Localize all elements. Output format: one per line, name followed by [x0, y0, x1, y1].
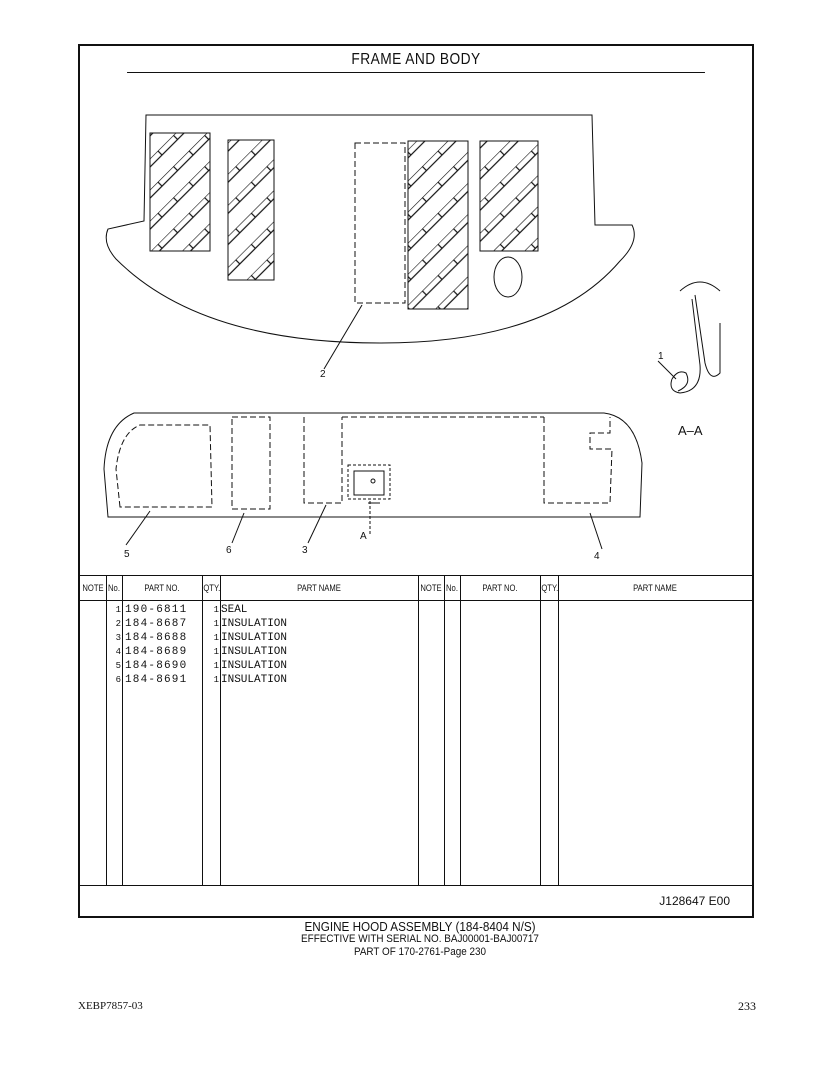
serial-effectivity: EFFECTIVE WITH SERIAL NO. BAJ00001-BAJ00717	[301, 933, 539, 945]
assembly-caption: ENGINE HOOD ASSEMBLY (184-8404 N/S)	[304, 919, 536, 934]
callout-1: 1	[658, 351, 664, 362]
part-name: INSULATION	[221, 646, 288, 658]
part-number: 184-8687	[125, 618, 188, 630]
callout-6: 6	[226, 545, 232, 556]
table-header	[80, 576, 752, 601]
callout-3: 3	[302, 545, 308, 556]
callout-2: 2	[320, 369, 326, 380]
part-number: 190-6811	[125, 604, 188, 616]
header-part-name-right: PART NAME	[633, 583, 677, 593]
part-number: 184-8688	[125, 632, 188, 644]
quantity: 1	[213, 619, 219, 629]
item-number: 4	[115, 647, 121, 657]
item-number: 2	[115, 619, 121, 629]
header-no: No.	[108, 583, 120, 593]
section-a-detail	[658, 282, 720, 393]
column-divider	[122, 576, 123, 886]
quantity: 1	[213, 661, 219, 671]
quantity: 1	[213, 675, 219, 685]
document-id: XEBP7857-03	[78, 1000, 143, 1012]
part-number: 184-8689	[125, 646, 188, 658]
exploded-parts-drawing	[80, 73, 752, 575]
item-number: 6	[115, 675, 121, 685]
item-number: 1	[115, 605, 121, 615]
item-number: 3	[115, 633, 121, 643]
header-part-no: PART NO.	[144, 583, 180, 593]
part-name: SEAL	[221, 604, 248, 616]
header-qty: QTY.	[203, 583, 221, 593]
quantity: 1	[213, 647, 219, 657]
part-number: 184-8690	[125, 660, 188, 672]
callout-4: 4	[594, 551, 600, 562]
part-name: INSULATION	[221, 674, 288, 686]
header-note: NOTE	[82, 583, 104, 593]
page-title: FRAME AND BODY	[127, 46, 705, 73]
column-divider	[540, 576, 541, 886]
part-name: INSULATION	[221, 618, 288, 630]
header-qty-right: QTY.	[541, 583, 559, 593]
column-divider	[444, 576, 445, 886]
column-divider-center	[418, 576, 419, 886]
header-part-no-right: PART NO.	[482, 583, 518, 593]
section-label: A–A	[678, 423, 703, 438]
drawing-code: J128647 E00	[659, 894, 730, 908]
quantity: 1	[213, 605, 219, 615]
hood-side-view	[104, 413, 642, 549]
part-name: INSULATION	[221, 632, 288, 644]
drawing-code-band	[80, 885, 752, 918]
parts-list-table	[80, 575, 752, 885]
callout-5: 5	[124, 549, 130, 560]
section-marker: A	[360, 531, 367, 542]
column-divider	[460, 576, 461, 886]
part-number: 184-8691	[125, 674, 188, 686]
page-number: 233	[738, 999, 756, 1013]
quantity: 1	[213, 633, 219, 643]
item-number: 5	[115, 661, 121, 671]
parts-page-frame	[78, 44, 754, 918]
column-divider	[558, 576, 559, 886]
header-note-right: NOTE	[420, 583, 442, 593]
part-name: INSULATION	[221, 660, 288, 672]
header-part-name: PART NAME	[297, 583, 341, 593]
hood-top-view	[106, 115, 634, 369]
header-no-right: No.	[446, 583, 458, 593]
part-of-reference: PART OF 170-2761-Page 230	[353, 946, 487, 958]
